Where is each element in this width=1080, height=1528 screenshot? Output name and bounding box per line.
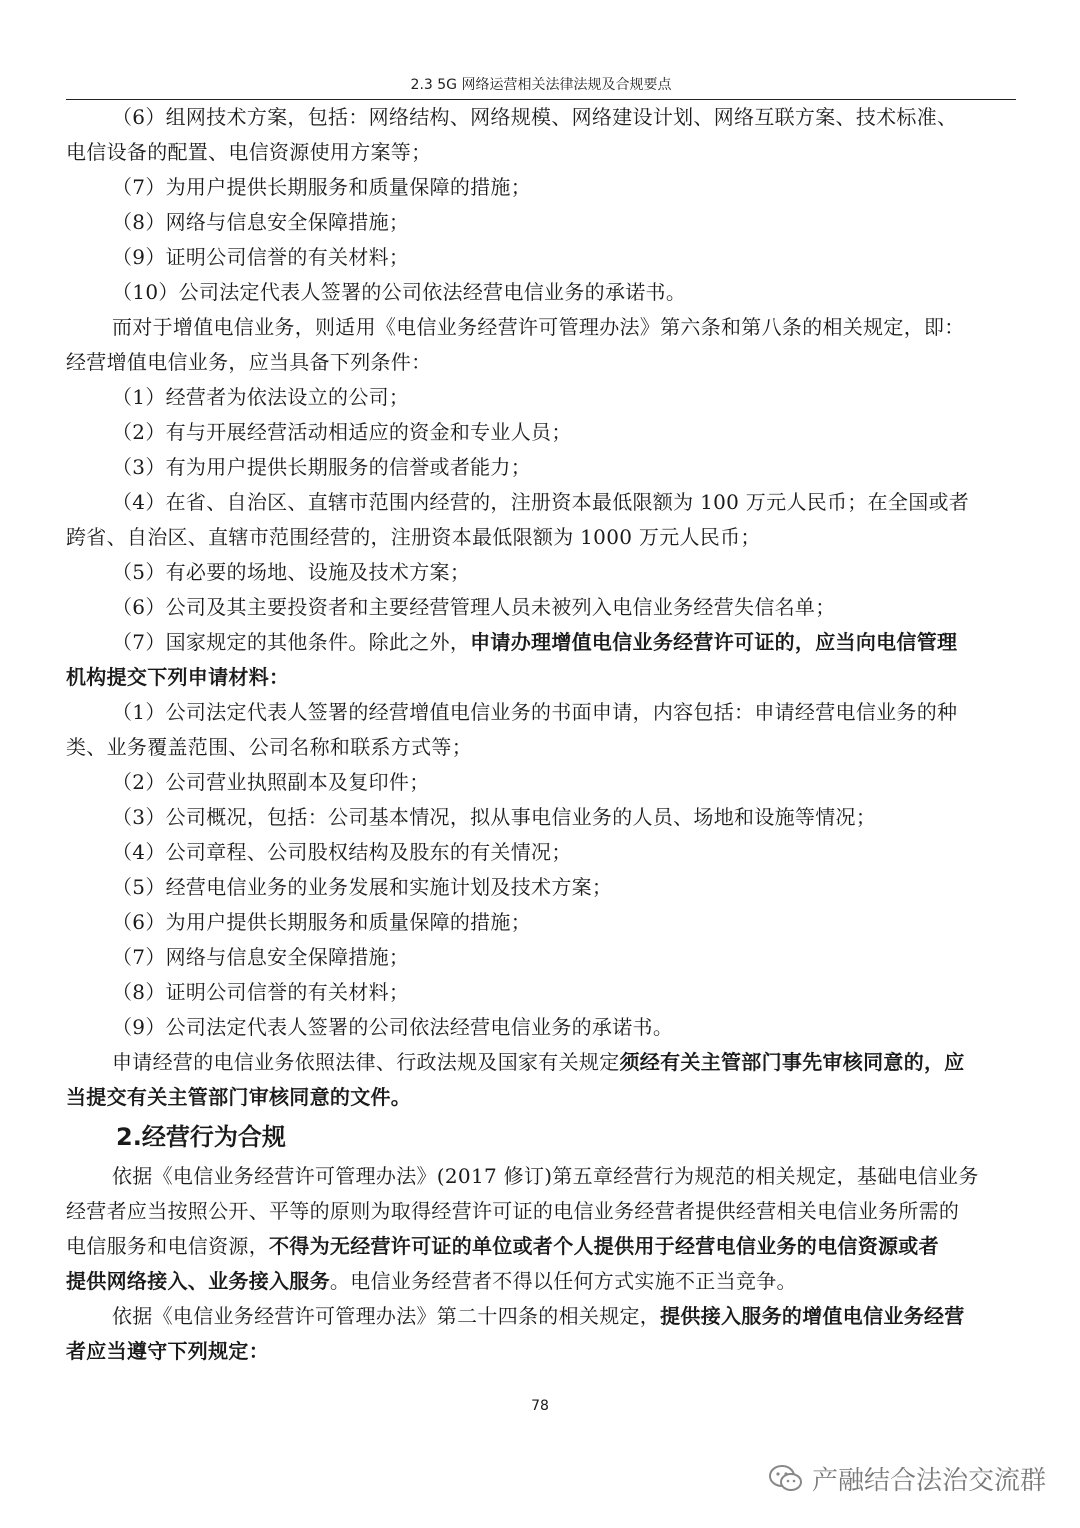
text-run: （7）网络与信息安全保障措施； — [112, 945, 410, 969]
text-line — [66, 590, 1016, 625]
text-run: （5）有必要的场地、设施及技术方案； — [112, 560, 471, 584]
bold-text: 须经有关主管部门事先审核同意的，应 — [619, 1050, 965, 1074]
text-run: （7）国家规定的其他条件。除此之外， — [112, 630, 471, 654]
text-run: （5）经营电信业务的业务发展和实施计划及技术方案； — [112, 875, 613, 899]
bold-text: 提供网络接入、业务接入服务 — [66, 1269, 330, 1293]
text-line — [66, 555, 1016, 590]
text-line — [66, 345, 1016, 380]
text-line — [66, 310, 1016, 345]
document-body — [66, 100, 1016, 1369]
text-line — [66, 730, 1016, 765]
text-line — [66, 1229, 1016, 1264]
text-run: （6）为用户提供长期服务和质量保障的措施； — [112, 910, 532, 934]
text-line — [66, 870, 1016, 905]
text-line — [66, 1334, 1016, 1369]
text-line — [66, 1299, 1016, 1334]
bold-text: 提供接入服务的增值电信业务经营 — [660, 1304, 965, 1328]
text-line — [66, 1159, 1016, 1194]
text-line — [66, 975, 1016, 1010]
section-heading — [66, 1115, 1016, 1159]
text-run: （3）公司概况，包括：公司基本情况，拟从事电信业务的人员、场地和设施等情况； — [112, 805, 877, 829]
text-line — [66, 660, 1016, 695]
text-line — [66, 100, 1016, 135]
text-line — [66, 415, 1016, 450]
text-run: 类、业务覆盖范围、公司名称和联系方式等； — [66, 735, 472, 759]
text-run: 依据《电信业务经营许可管理办法》第二十四条的相关规定， — [112, 1304, 661, 1328]
bold-text: 申请办理增值电信业务经营许可证的，应当向电信管理 — [470, 630, 958, 654]
text-line — [66, 1194, 1016, 1229]
text-run: 跨省、自治区、直辖市范围经营的，注册资本最低限额为 1000 万元人民币； — [66, 525, 761, 549]
wechat-icon — [768, 1463, 804, 1495]
text-run: 而对于增值电信业务，则适用《电信业务经营许可管理办法》第六条和第八条的相关规定，即： — [112, 315, 965, 339]
text-run: （9）证明公司信誉的有关材料； — [112, 245, 410, 269]
text-run: 。电信业务经营者不得以任何方式实施不正当竞争。 — [329, 1269, 797, 1293]
bold-text: 机构提交下列申请材料： — [66, 665, 290, 689]
text-run: 经营者应当按照公开、平等的原则为取得经营许可证的电信业务经营者提供经营相关电信业务所需的 — [66, 1199, 960, 1223]
text-run: （8）网络与信息安全保障措施； — [112, 210, 410, 234]
text-run: 电信设备的配置、电信资源使用方案等； — [66, 140, 432, 164]
text-run: （9）公司法定代表人签署的公司依法经营电信业务的承诺书。 — [112, 1015, 674, 1039]
text-run: （1）公司法定代表人签署的经营增值电信业务的书面申请，内容包括：申请经营电信业务的种 — [112, 700, 958, 724]
bold-text: 不得为无经营许可证的单位或者个人提供用于经营电信业务的电信资源或者 — [269, 1234, 939, 1258]
text-line — [66, 240, 1016, 275]
text-run: 2.经营行为合规 — [116, 1123, 286, 1151]
text-run: （1）经营者为依法设立的公司； — [112, 385, 410, 409]
text-run: （4）在省、自治区、直辖市范围内经营的，注册资本最低限额为 100 万元人民币；在全国或者 — [112, 490, 970, 514]
text-line — [66, 1080, 1016, 1115]
text-run: （7）为用户提供长期服务和质量保障的措施； — [112, 175, 532, 199]
text-line — [66, 800, 1016, 835]
text-line — [66, 485, 1016, 520]
text-line — [66, 695, 1016, 730]
text-run: （8）证明公司信誉的有关材料； — [112, 980, 410, 1004]
text-run: 电信服务和电信资源， — [66, 1234, 269, 1258]
text-line — [66, 905, 1016, 940]
text-line — [66, 1045, 1016, 1080]
text-line — [66, 380, 1016, 415]
text-line — [66, 1010, 1016, 1045]
text-run: （2）有与开展经营活动相适应的资金和专业人员； — [112, 420, 572, 444]
text-line — [66, 520, 1016, 555]
text-run: （2）公司营业执照副本及复印件； — [112, 770, 430, 794]
running-header: 2.3 5G 网络运营相关法律法规及合规要点 — [410, 77, 672, 93]
text-line — [66, 940, 1016, 975]
watermark-text: 产融结合法治交流群 — [811, 1466, 1046, 1496]
text-run: 申请经营的电信业务依照法律、行政法规及国家有关规定 — [112, 1050, 620, 1074]
text-line — [66, 170, 1016, 205]
watermark — [768, 1460, 1046, 1497]
text-line — [66, 765, 1016, 800]
text-run: （6）组网技术方案，包括：网络结构、网络规模、网络建设计划、网络互联方案、技术标准、 — [112, 105, 958, 129]
page-number: 78 — [531, 1398, 549, 1414]
bold-text: 者应当遵守下列规定： — [66, 1339, 269, 1363]
text-run: （3）有为用户提供长期服务的信誉或者能力； — [112, 455, 532, 479]
text-line — [66, 1264, 1016, 1299]
text-line — [66, 835, 1016, 870]
text-line — [66, 135, 1016, 170]
text-run: 经营增值电信业务，应当具备下列条件： — [66, 350, 432, 374]
text-line — [66, 450, 1016, 485]
text-line — [66, 205, 1016, 240]
text-run: （10）公司法定代表人签署的公司依法经营电信业务的承诺书。 — [112, 280, 687, 304]
text-line — [66, 275, 1016, 310]
text-line — [66, 625, 1016, 660]
text-run: （4）公司章程、公司股权结构及股东的有关情况； — [112, 840, 572, 864]
text-run: （6）公司及其主要投资者和主要经营管理人员未被列入电信业务经营失信名单； — [112, 595, 836, 619]
text-run: 依据《电信业务经营许可管理办法》(2017 修订)第五章经营行为规范的相关规定，基础电信业务 — [112, 1164, 979, 1188]
bold-text: 当提交有关主管部门审核同意的文件。 — [66, 1085, 412, 1109]
